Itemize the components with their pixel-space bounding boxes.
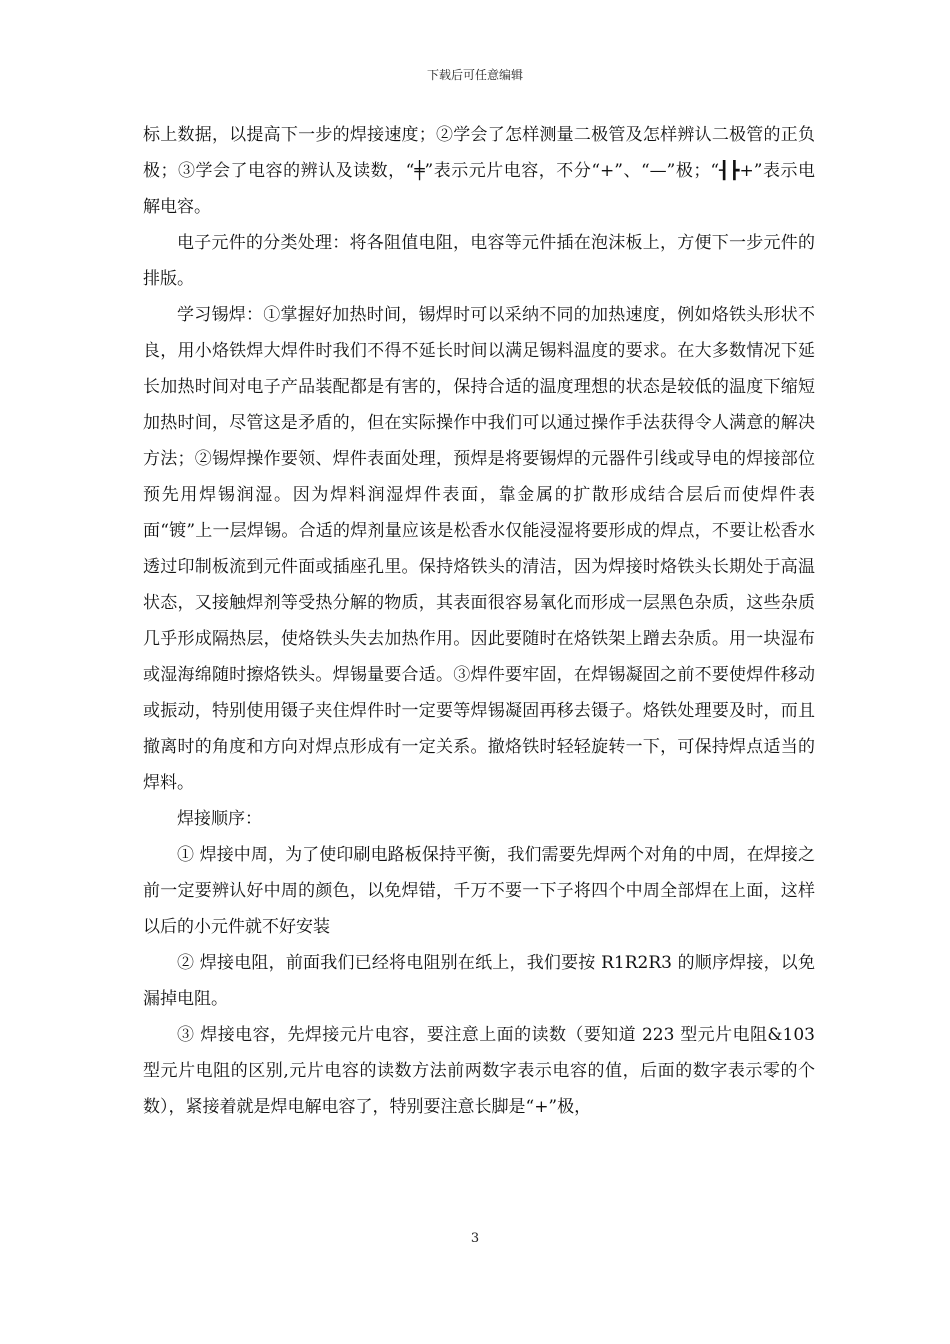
page-number: 3 [470,1231,480,1246]
paragraph-step-1: ① 焊接中周，为了使印刷电路板保持平衡，我们需要先焊两个对角的中周，在焊接之前一定要辨认好中周的颜色，以免焊错，千万不要一下子将四个中周全部焊在上面，这样以后的小元件就不好安装 [143,845,815,937]
paragraph-step-2: ② 焊接电阻，前面我们已经将电阻别在纸上，我们要按 R1R2R3 的顺序焊接，以免漏掉电阻。 [143,953,815,1009]
document-body [143,117,815,1125]
paragraph-step-3: ③ 焊接电容，先焊接元片电容，要注意上面的读数（要知道 223 型元片电阻&103 型元片电阻的区别,元片电容的读数方法前两数字表示电容的值，后面的数字表示零的个数），紧接着就是焊电解电容了，特别要注意长脚是“+”极， [143,1025,815,1117]
paragraph-learn-soldering: 学习锡焊：①掌握好加热时间，锡焊时可以采纳不同的加热速度，例如烙铁头形状不良，用小烙铁焊大焊件时我们不得不延长时间以满足锡料温度的要求。在大多数情况下延长加热时间对电子产品装配都是有害的，保持合适的温度理想的状态是较低的温度下缩短加热时间，尽管这是矛盾的，但在实际操作中我们可以通过操作手法获得令人满意的解决方法；②锡焊操作要领、焊件表面处理，预焊是将要锡焊的元器件引线或导电的焊接部位预先用焊锡润湿。因为焊料润湿焊件表面，靠金属的扩散形成结合层后而使焊件表面“镀”上一层焊锡。合适的焊剂量应该是松香水仅能浸湿将要形成的焊点，不要让松香水透过印制板流到元件面或插座孔里。保持烙铁头的清洁，因为焊接时烙铁头长期处于高温状态，又接触焊剂等受热分解的物质，其表面很容易氧化而形成一层黑色杂质，这些杂质几乎形成隔热层，使烙铁头失去加热作用。因此要随时在烙铁架上蹭去杂质。用一块湿布或湿海绵随时擦烙铁头。焊锡量要合适。③焊件要牢固，在焊锡凝固之前不要使焊件移动或振动，特别使用镊子夹住焊件时一定要等焊锡凝固再移去镊子。烙铁处理要及时，而且撤离时的角度和方向对焊点形成有一定关系。撤烙铁时轻轻旋转一下，可保持焊点适当的焊料。 [143,305,815,793]
paragraph-soldering-order-heading: 焊接顺序： [177,809,262,829]
paragraph-component-sorting: 电子元件的分类处理：将各阻值电阻，电容等元件插在泡沫板上，方便下一步元件的排版。 [143,233,815,289]
page-header: 下载后可任意编辑 [426,68,523,82]
paragraph-continuation: 标上数据，以提高下一步的焊接速度；②学会了怎样测量二极管及怎样辨认二极管的正负极；③学会了电容的辨认及读数，“╪”表示元片电容，不分“+”、“—”极；“┨┣+”表示电解电容。 [143,125,815,217]
